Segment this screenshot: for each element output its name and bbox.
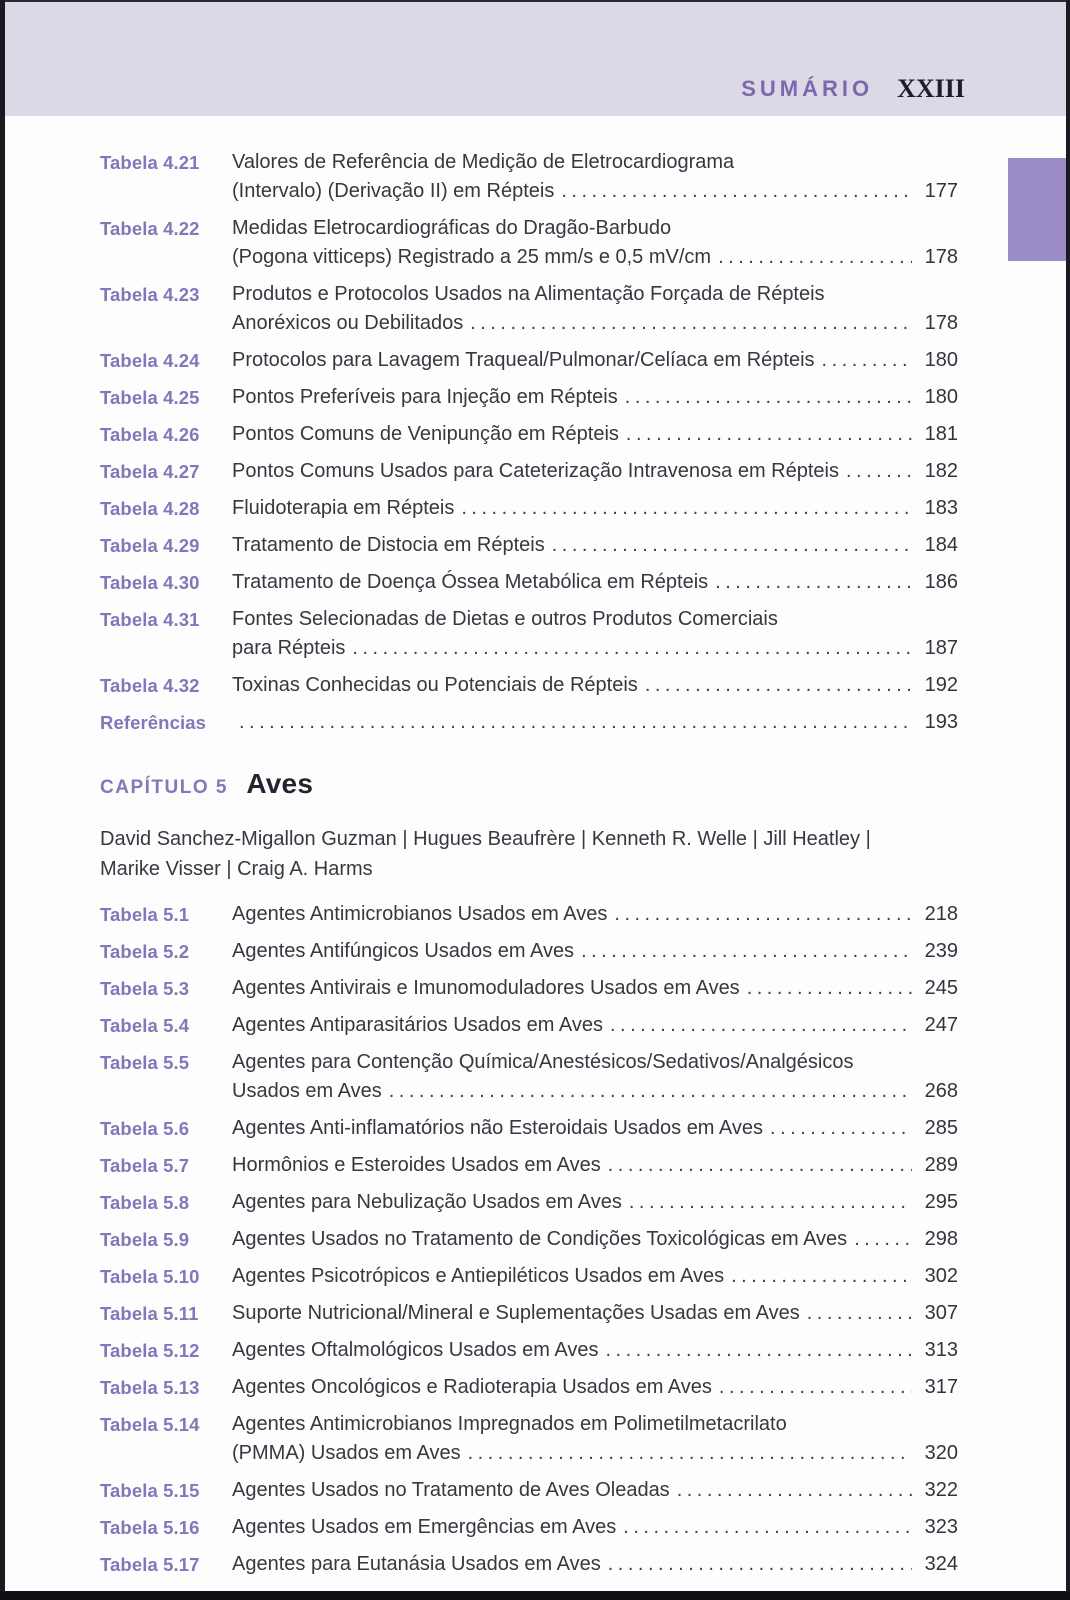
toc-entry — [100, 937, 958, 966]
toc-entry-label: Tabela 5.5 — [100, 1052, 190, 1073]
toc-entry — [100, 1410, 958, 1468]
toc-entry-label: Tabela 5.7 — [100, 1155, 190, 1176]
toc-entry-page: 302 — [924, 1265, 958, 1287]
toc-entry-body — [232, 1151, 958, 1180]
toc-entry-body — [232, 383, 958, 412]
toc-entry-page: 186 — [924, 571, 958, 593]
toc-entry — [100, 148, 958, 206]
toc-entry-label: Tabela 4.22 — [100, 218, 200, 239]
toc-entry-text-last: Pontos Comuns Usados para Cateterização Intravenosa em Répteis — [232, 460, 839, 482]
dot-leader — [608, 1151, 912, 1180]
toc-entry — [100, 1336, 958, 1365]
scan-edge-left — [0, 0, 5, 1600]
toc-entry — [100, 671, 958, 700]
toc-entry-page: 181 — [924, 423, 958, 445]
toc-entry-text-last: Agentes Antimicrobianos Usados em Aves — [232, 903, 608, 925]
toc-entry-page: 183 — [924, 497, 958, 519]
toc-entry-leader-line — [232, 1373, 958, 1402]
dot-leader — [470, 309, 912, 338]
toc-entry-text-last: Fluidoterapia em Répteis — [232, 497, 455, 519]
toc-entry-text-last: Agentes Antivirais e Imunomoduladores Usados em Aves — [232, 977, 740, 999]
toc-entry-label: Tabela 4.26 — [100, 424, 200, 445]
toc-entry-label: Tabela 5.3 — [100, 978, 190, 999]
dot-leader — [807, 1299, 912, 1328]
toc-entry-body — [232, 1476, 958, 1505]
header-sumario-label: SUMÁRIO — [741, 76, 874, 101]
toc-entry-text-last: Agentes Usados no Tratamento de Aves Oleadas — [232, 1479, 670, 1501]
toc-entry-label: Tabela 5.17 — [100, 1554, 200, 1575]
toc-entry-text-last: Agentes Oncológicos e Radioterapia Usados em Aves — [232, 1376, 712, 1398]
toc-entry-page: 182 — [924, 460, 958, 482]
toc-entry-text-last: Suporte Nutricional/Mineral e Suplementações Usadas em Aves — [232, 1302, 800, 1324]
toc-entry — [100, 1011, 958, 1040]
dot-leader — [605, 1336, 912, 1365]
toc-entry-body — [232, 494, 958, 523]
toc-entry-leader-line — [232, 420, 958, 449]
toc-entry-text-last: Pontos Comuns de Venipunção em Répteis — [232, 423, 619, 445]
toc-entry-label: Tabela 5.14 — [100, 1414, 200, 1435]
toc-entry-text-last: Agentes Antiparasitários Usados em Aves — [232, 1014, 603, 1036]
toc-entry-label: Tabela 5.13 — [100, 1377, 200, 1398]
toc-entry — [100, 1225, 958, 1254]
toc-entry-page: 218 — [924, 903, 958, 925]
toc-entry-leader-line — [232, 1476, 958, 1505]
toc-entry-page: 317 — [924, 1376, 958, 1398]
toc-entry-label: Tabela 4.32 — [100, 675, 200, 696]
toc-entry-page: 192 — [924, 674, 958, 696]
toc-entry-label: Tabela 4.21 — [100, 152, 200, 173]
toc-entry-label: Tabela 5.10 — [100, 1266, 200, 1287]
toc-entry-page: 323 — [924, 1516, 958, 1538]
chapter5-heading — [100, 765, 958, 808]
toc-entry — [100, 1114, 958, 1143]
toc-entry — [100, 974, 958, 1003]
toc-entry-text-last: Toxinas Conhecidas ou Potenciais de Répteis — [232, 674, 638, 696]
toc-entry-label: Tabela 5.12 — [100, 1340, 200, 1361]
scan-edge-top — [0, 0, 1070, 2]
toc-entry-label: Tabela 5.2 — [100, 941, 190, 962]
dot-leader — [610, 1011, 912, 1040]
dot-leader — [461, 494, 912, 523]
dot-leader — [822, 346, 912, 375]
toc-entry-page: 295 — [924, 1191, 958, 1213]
header-page-number: XXIII — [897, 74, 965, 103]
toc-entry-body — [232, 420, 958, 449]
toc-entry-page: 239 — [924, 940, 958, 962]
toc-entry-body — [232, 531, 958, 560]
toc-entry — [100, 214, 958, 272]
toc-entry-page: 245 — [924, 977, 958, 999]
toc-entry-body — [232, 1373, 958, 1402]
dot-leader — [629, 1188, 912, 1217]
toc-entry-text-last: Protocolos para Lavagem Traqueal/Pulmonar/Celíaca em Répteis — [232, 349, 815, 371]
toc-entry-body — [232, 568, 958, 597]
toc-entry-body — [232, 1048, 958, 1106]
toc-entry-page: 178 — [924, 312, 958, 334]
toc-entry — [100, 1513, 958, 1542]
toc-entry-page: 184 — [924, 534, 958, 556]
toc-entry-leader-line — [232, 1151, 958, 1180]
toc-entry-leader-line — [232, 900, 958, 929]
toc-entry-label: Tabela 4.30 — [100, 572, 200, 593]
toc-entry-page: 268 — [924, 1080, 958, 1102]
toc-entry — [100, 1373, 958, 1402]
toc-entry-body — [232, 346, 958, 375]
toc-entry-body — [232, 457, 958, 486]
toc-entry — [100, 457, 958, 486]
toc-entry-label: Tabela 4.27 — [100, 461, 200, 482]
dot-leader — [581, 937, 912, 966]
toc-entry-leader-line — [232, 1262, 958, 1291]
toc-entry-text-last: Agentes Anti-inflamatórios não Esteroidais Usados em Aves — [232, 1117, 764, 1139]
toc-entry-page: 178 — [924, 246, 958, 268]
toc-entry — [100, 1151, 958, 1180]
toc-entry-leader-line — [232, 309, 958, 338]
chapter5-authors — [100, 824, 958, 884]
toc-entry — [100, 383, 958, 412]
toc-entry-body — [232, 1299, 958, 1328]
toc-entry — [100, 1550, 958, 1579]
toc-entry-text-last: Agentes para Eutanásia Usados em Aves — [232, 1553, 601, 1575]
toc-entry-leader-line — [232, 634, 958, 663]
toc-entry — [100, 708, 958, 737]
toc-entry-text-last: Anoréxicos ou Debilitados — [232, 312, 464, 334]
dot-leader — [239, 708, 912, 737]
toc-entry-leader-line — [232, 974, 958, 1003]
toc-entry-page: 322 — [924, 1479, 958, 1501]
scan-edge-right — [1066, 0, 1070, 1600]
dot-leader — [731, 1262, 912, 1291]
toc-entry-leader-line — [232, 937, 958, 966]
toc-entry-leader-line — [232, 708, 958, 737]
toc-entry-body — [232, 708, 958, 737]
dot-leader — [747, 974, 912, 1003]
dot-leader — [623, 1513, 912, 1542]
toc-entry-text: Medidas Eletrocardiográficas do Dragão-Barbudo — [232, 217, 672, 239]
toc-entry — [100, 280, 958, 338]
toc-entry-text: Fontes Selecionadas de Dietas e outros Produtos Comerciais — [232, 608, 778, 630]
toc-entry-text-last: Agentes Oftalmológicos Usados em Aves — [232, 1339, 599, 1361]
toc-entry-label: Referências — [100, 712, 206, 733]
toc-entry-body — [232, 900, 958, 929]
authors-line: David Sanchez-Migallon Guzman | Hugues Beaufrère | Kenneth R. Welle | Jill Heatley | — [100, 828, 871, 850]
toc-entry-page: 307 — [924, 1302, 958, 1324]
toc-entry-text-last: Hormônios e Esteroides Usados em Aves — [232, 1154, 601, 1176]
toc-entry-leader-line — [232, 243, 958, 272]
dot-leader — [770, 1114, 912, 1143]
toc-entry-page: 187 — [924, 637, 958, 659]
toc-entry-label: Tabela 5.16 — [100, 1517, 200, 1538]
toc-entry-text: Agentes Antimicrobianos Impregnados em Polimetilmetacrilato — [232, 1413, 787, 1435]
toc-entry-page: 247 — [924, 1014, 958, 1036]
toc-entry-text-last: Tratamento de Doença Óssea Metabólica em Répteis — [232, 571, 709, 593]
toc-entry-label: Tabela 5.4 — [100, 1015, 190, 1036]
toc-entry — [100, 900, 958, 929]
toc-entry-body — [232, 1410, 958, 1468]
toc-entry-text-last: Usados em Aves — [232, 1080, 382, 1102]
toc-entry-text: Produtos e Protocolos Usados na Alimentação Forçada de Répteis — [232, 283, 825, 305]
dot-leader — [561, 177, 912, 206]
chapter5-table-list — [100, 900, 958, 1579]
toc-entry — [100, 346, 958, 375]
toc-entry-leader-line — [232, 568, 958, 597]
dot-leader — [552, 531, 912, 560]
dot-leader — [854, 1225, 912, 1254]
chapter-thumb-tab — [1008, 158, 1070, 261]
dot-leader — [389, 1077, 912, 1106]
toc-entry-body — [232, 1550, 958, 1579]
dot-leader — [677, 1476, 912, 1505]
toc-entry-leader-line — [232, 346, 958, 375]
toc-entry-leader-line — [232, 1225, 958, 1254]
toc-entry-leader-line — [232, 494, 958, 523]
toc-entry-page: 285 — [924, 1117, 958, 1139]
toc-entry-body — [232, 1188, 958, 1217]
toc-entry-label: Tabela 5.9 — [100, 1229, 190, 1250]
chapter5-kicker: CAPÍTULO 5 — [100, 777, 228, 798]
toc-entry — [100, 568, 958, 597]
dot-leader — [468, 1439, 912, 1468]
toc-entry-leader-line — [232, 1513, 958, 1542]
toc-entry-label: Tabela 5.8 — [100, 1192, 190, 1213]
toc-entry-page: 324 — [924, 1553, 958, 1575]
toc-entry — [100, 1299, 958, 1328]
dot-leader — [352, 634, 912, 663]
toc-entry — [100, 605, 958, 663]
toc-content — [0, 116, 1070, 1579]
toc-entry-text-last: (Intervalo) (Derivação II) em Répteis — [232, 180, 555, 202]
dot-leader — [645, 671, 912, 700]
chapter5-title: Aves — [246, 768, 314, 799]
toc-entry-leader-line — [232, 531, 958, 560]
toc-entry — [100, 531, 958, 560]
toc-entry — [100, 1048, 958, 1106]
toc-entry-text-last: Agentes para Nebulização Usados em Aves — [232, 1191, 622, 1213]
toc-entry-text-last: (Pogona vitticeps) Registrado a 25 mm/s e 0,5 mV/cm — [232, 246, 712, 268]
toc-entry-body — [232, 280, 958, 338]
toc-entry-label: Tabela 5.15 — [100, 1480, 200, 1501]
toc-entry-page: 320 — [924, 1442, 958, 1464]
toc-entry-leader-line — [232, 1550, 958, 1579]
toc-entry-page: 177 — [924, 180, 958, 202]
toc-entry-page: 180 — [924, 349, 958, 371]
toc-entry-text-last: Pontos Preferíveis para Injeção em Répteis — [232, 386, 618, 408]
toc-entry-text: Valores de Referência de Medição de Eletrocardiograma — [232, 151, 735, 173]
toc-entry-text-last: Agentes Usados em Emergências em Aves — [232, 1516, 617, 1538]
toc-entry-text-last: Agentes Antifúngicos Usados em Aves — [232, 940, 575, 962]
toc-entry-label: Tabela 5.1 — [100, 904, 190, 925]
section4-table-list — [100, 148, 958, 737]
toc-entry-text-last: (PMMA) Usados em Aves — [232, 1442, 461, 1464]
toc-entry-leader-line — [232, 671, 958, 700]
toc-entry-label: Tabela 4.31 — [100, 609, 200, 630]
toc-entry-label: Tabela 4.23 — [100, 284, 200, 305]
toc-entry-text-last: para Répteis — [232, 637, 346, 659]
dot-leader — [608, 1550, 912, 1579]
toc-entry-label: Tabela 4.24 — [100, 350, 200, 371]
toc-entry-body — [232, 214, 958, 272]
toc-entry — [100, 1188, 958, 1217]
dot-leader — [719, 1373, 912, 1402]
toc-entry — [100, 494, 958, 523]
toc-entry-leader-line — [232, 457, 958, 486]
dot-leader — [625, 383, 912, 412]
toc-entry-body — [232, 1011, 958, 1040]
toc-entry-text-last: Agentes Psicotrópicos e Antiepiléticos Usados em Aves — [232, 1265, 725, 1287]
toc-entry-leader-line — [232, 1077, 958, 1106]
toc-entry-page: 193 — [924, 711, 958, 733]
toc-entry-label: Tabela 5.11 — [100, 1303, 199, 1324]
dot-leader — [614, 900, 912, 929]
toc-entry-leader-line — [232, 1114, 958, 1143]
toc-entry-leader-line — [232, 1336, 958, 1365]
toc-entry-label: Tabela 4.28 — [100, 498, 200, 519]
toc-entry-body — [232, 605, 958, 663]
authors-line: Marike Visser | Craig A. Harms — [100, 858, 373, 880]
toc-entry — [100, 1476, 958, 1505]
toc-entry-page: 298 — [924, 1228, 958, 1250]
toc-entry-page: 313 — [924, 1339, 958, 1361]
toc-entry-leader-line — [232, 1299, 958, 1328]
toc-entry-body — [232, 1336, 958, 1365]
toc-entry-text-last: Tratamento de Distocia em Répteis — [232, 534, 545, 556]
toc-entry-page: 180 — [924, 386, 958, 408]
toc-entry-leader-line — [232, 177, 958, 206]
toc-entry-body — [232, 937, 958, 966]
toc-entry-page: 289 — [924, 1154, 958, 1176]
toc-entry-leader-line — [232, 1188, 958, 1217]
toc-entry-body — [232, 1262, 958, 1291]
page-header — [0, 0, 1070, 116]
dot-leader — [718, 243, 912, 272]
toc-entry-leader-line — [232, 1011, 958, 1040]
toc-entry-body — [232, 1513, 958, 1542]
scan-edge-bottom — [0, 1591, 1070, 1600]
dot-leader — [626, 420, 912, 449]
toc-entry-body — [232, 148, 958, 206]
toc-entry — [100, 420, 958, 449]
dot-leader — [846, 457, 912, 486]
toc-entry-label: Tabela 5.6 — [100, 1118, 190, 1139]
toc-entry-body — [232, 974, 958, 1003]
toc-entry-body — [232, 1225, 958, 1254]
toc-entry-text: Agentes para Contenção Química/Anestésicos/Sedativos/Analgésicos — [232, 1051, 854, 1073]
toc-entry-label: Tabela 4.29 — [100, 535, 200, 556]
toc-entry-leader-line — [232, 1439, 958, 1468]
toc-entry-body — [232, 1114, 958, 1143]
toc-entry — [100, 1262, 958, 1291]
toc-entry-leader-line — [232, 383, 958, 412]
dot-leader — [715, 568, 912, 597]
toc-entry-text-last: Agentes Usados no Tratamento de Condições Toxicológicas em Aves — [232, 1228, 848, 1250]
toc-entry-label: Tabela 4.25 — [100, 387, 200, 408]
toc-entry-body — [232, 671, 958, 700]
